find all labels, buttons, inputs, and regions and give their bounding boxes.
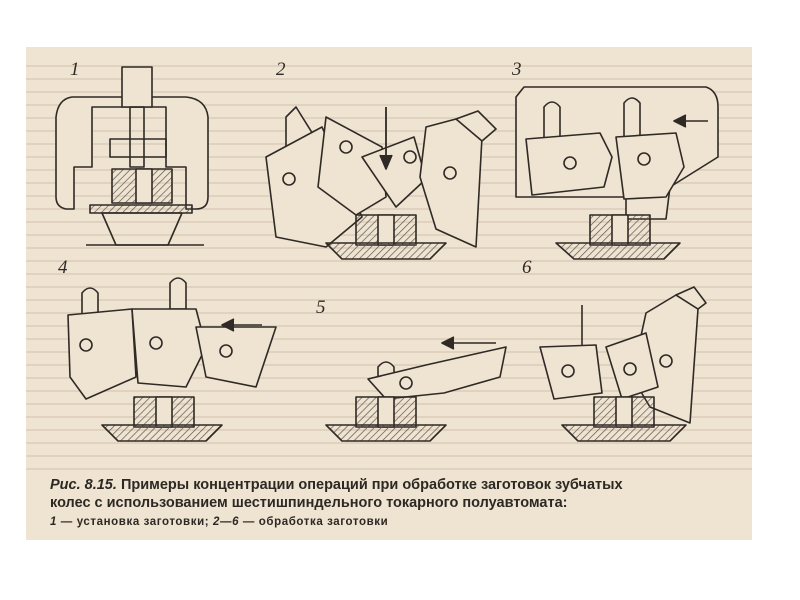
figure-label-2: 2 xyxy=(276,59,286,80)
caption-label: Рис. 8.15. xyxy=(50,477,117,493)
figure-drawing xyxy=(26,47,752,540)
figure-caption xyxy=(50,476,730,530)
figure-label-3: 3 xyxy=(512,59,522,80)
caption-line-1 xyxy=(50,476,730,494)
figure-label-6: 6 xyxy=(522,257,532,278)
legend-text-2: — обработка заготовки xyxy=(242,516,389,528)
figure-label-1: 1 xyxy=(70,59,80,80)
figure-label-5: 5 xyxy=(316,297,326,318)
legend-num-1: 1 xyxy=(50,516,57,528)
figure-label-4: 4 xyxy=(58,257,68,278)
legend-num-2: 2—6 xyxy=(212,516,240,528)
caption-text-2: колес с использованием шестишпиндельного токарного полуавтомата: xyxy=(50,495,568,511)
caption-legend xyxy=(50,514,730,530)
caption-text-1: Примеры концентрации операций при обработке заготовок зубчатых xyxy=(120,477,623,493)
figure-scan xyxy=(26,47,752,540)
legend-text-1: — установка заготовки; xyxy=(60,516,210,528)
